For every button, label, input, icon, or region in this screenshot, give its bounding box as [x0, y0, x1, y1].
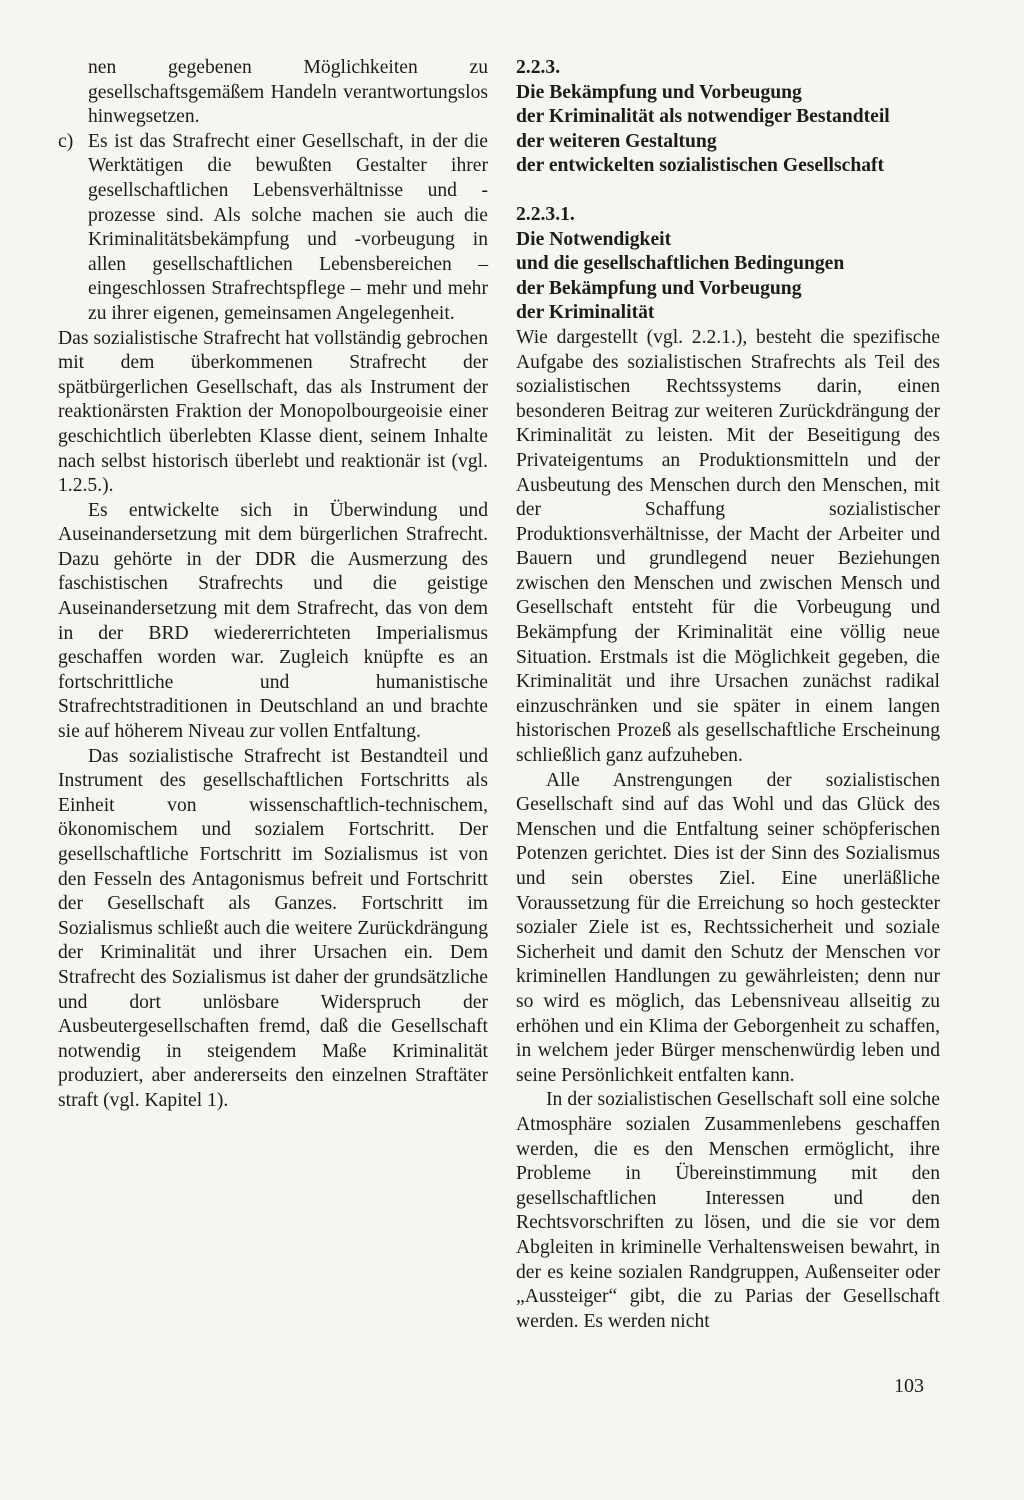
- section-title-line: der Kriminalität als notwendiger Bestandteil: [516, 106, 890, 128]
- section-title-line: der entwickelten sozialistischen Gesellschaft: [516, 155, 885, 177]
- paragraph: Alle Anstrengungen der sozialistischen Gesellschaft sind auf das Wohl und das Glück des Menschen und die Entfaltung seiner schöpferischen Potenzen gerichtet. Dies ist der Sinn des Sozialismus und sein oberstes Ziel. Eine unerläßliche Voraussetzung für die Erreichung so hoch gesteckter sozialer Ziele ist es, Rechtssicherheit und soziale Sicherheit und damit den Schutz der Menschen vor kriminellen Handlungen zu gewährleisten; denn nur so wird es möglich, das Lebensniveau allseitig zu erhöhen und ein Klima der Geborgenheit zu schaffen, in welchem jeder Bürger menschenwürdig leben und seine Persönlichkeit entfalten kann.: [516, 769, 940, 1086]
- paragraph: Es entwickelte sich in Überwindung und Auseinandersetzung mit dem bürgerlichen Strafrecht. Dazu gehörte in der DDR die Ausmerzung des faschistischen Strafrechts und die geistige Auseinandersetzung mit dem Strafrecht, das von dem in der BRD wiedererrichteten Imperialismus geschaffen worden war. Zugleich knüpfte es an fortschrittliche und humanistische Strafrechtstraditionen in Deutschland an und brachte sie auf höherem Niveau zur vollen Entfaltung.: [58, 499, 488, 743]
- list-item-c: [58, 130, 488, 327]
- subsection-title-line: und die gesellschaftlichen Bedingungen: [516, 253, 845, 275]
- paragraph: In der sozialistischen Gesellschaft soll eine solche Atmosphäre sozialen Zusammenlebens geschaffen werden, die es den Menschen ermöglicht, ihre Probleme in Übereinstimmung mit den gesellschaftlichen Interessen und den Rechtsvorschriften zu lösen, und die sie vor dem Abgleiten in kriminelle Verhaltensweisen bewahrt, in der es keine sozialen Randgruppen, Außenseiter oder „Aussteiger“ gibt, die zu Parias der Gesellschaft werden. Es werden nicht: [516, 1089, 940, 1332]
- subsection-title-line: der Bekämpfung und Vorbeugung: [516, 277, 802, 299]
- continued-paragraph: nen gegebenen Möglichkeiten zu gesellschaftsgemäßem Handeln verantwortungslos hinwegsetzen.: [88, 57, 488, 128]
- paragraph: Das sozialistische Strafrecht hat vollständig gebrochen mit dem überkommenen Strafrecht der spätbürgerlichen Gesellschaft, das als Instrument der reaktionärsten Fraktion der Monopolbourgeoisie einer geschichtlich überlebten Klasse dient, seinem Inhalte nach selbst historisch überlebt und reaktionär ist (vgl. 1.2.5.).: [58, 327, 488, 497]
- section-number: 2.2.3.: [516, 57, 561, 78]
- subsection-title-line: Die Notwendigkeit: [516, 228, 672, 250]
- paragraph: Das sozialistische Strafrecht ist Bestandteil und Instrument des gesellschaftlichen Fortschritts als Einheit von wissenschaftlich-technischem, ökonomischem und sozialem Fortschritt. Der gesellschaftliche Fortschritt im Sozialismus ist von den Fesseln des Antagonismus befreit und Fortschritt der Gesellschaft als Ganzes. Fortschritt im Sozialismus schließt auch die weitere Zurückdrängung der Kriminalität und ihrer Ursachen ein. Dem Strafrecht des Sozialismus ist daher der grundsätzliche und dort unlösbare Widerspruch der Ausbeutergesellschaften fremd, daß die Gesellschaft notwendig in steigendem Maße Kriminalität produziert, aber andererseits den einzelnen Straftäter straft (vgl. Kapitel 1).: [58, 745, 488, 1111]
- page-number: 103: [894, 1375, 924, 1397]
- section-title-line: Die Bekämpfung und Vorbeugung: [516, 81, 802, 103]
- left-column: [58, 56, 488, 1114]
- heading-spacer: [516, 179, 940, 203]
- section-title-line: der weiteren Gestaltung: [516, 130, 717, 152]
- list-item-letter: c): [58, 130, 74, 152]
- paragraph: Wie dargestellt (vgl. 2.2.1.), besteht die spezifische Aufgabe des sozialistischen Strafrechts als Teil des sozialistischen Rechtssystems darin, einen besonderen Beitrag zur weiteren Zurückdrängung der Kriminalität zu leisten. Mit der Beseitigung des Privateigentums an Produktionsmitteln und der Ausbeutung des Menschen durch den Menschen, mit der Schaffung sozialistischer Produktionsverhältnisse, der Macht der Arbeiter und Bauern und grundlegend neuer Beziehungen zwischen den Menschen und zwischen Mensch und Gesellschaft entsteht für die Vorbeugung und Bekämpfung der Kriminalität eine völlig neue Situation. Erstmals ist die Möglichkeit gegeben, die Kriminalität und ihre Ursachen zunächst radikal einzuschränken und sie später in einem langen historischen Prozeß als gesellschaftliche Erscheinung schließlich ganz aufzuheben.: [516, 326, 940, 767]
- subsection-title-line: der Kriminalität: [516, 302, 655, 324]
- list-item-text: Es ist das Strafrecht einer Gesellschaft, in der die Werktätigen die bewußten Gestalter ihrer gesellschaftlichen Lebensverhältnisse und -prozesse sind. Als solche machen sie auch die Kriminalitätsbekämpfung und -vorbeugung in allen gesellschaftlichen Lebensbereichen – eingeschlossen Strafrechtspflege – mehr und mehr zu ihrer eigenen, gemeinsamen Angelegenheit.: [88, 130, 488, 324]
- right-column: [516, 56, 940, 1334]
- subsection-number: 2.2.3.1.: [516, 203, 575, 225]
